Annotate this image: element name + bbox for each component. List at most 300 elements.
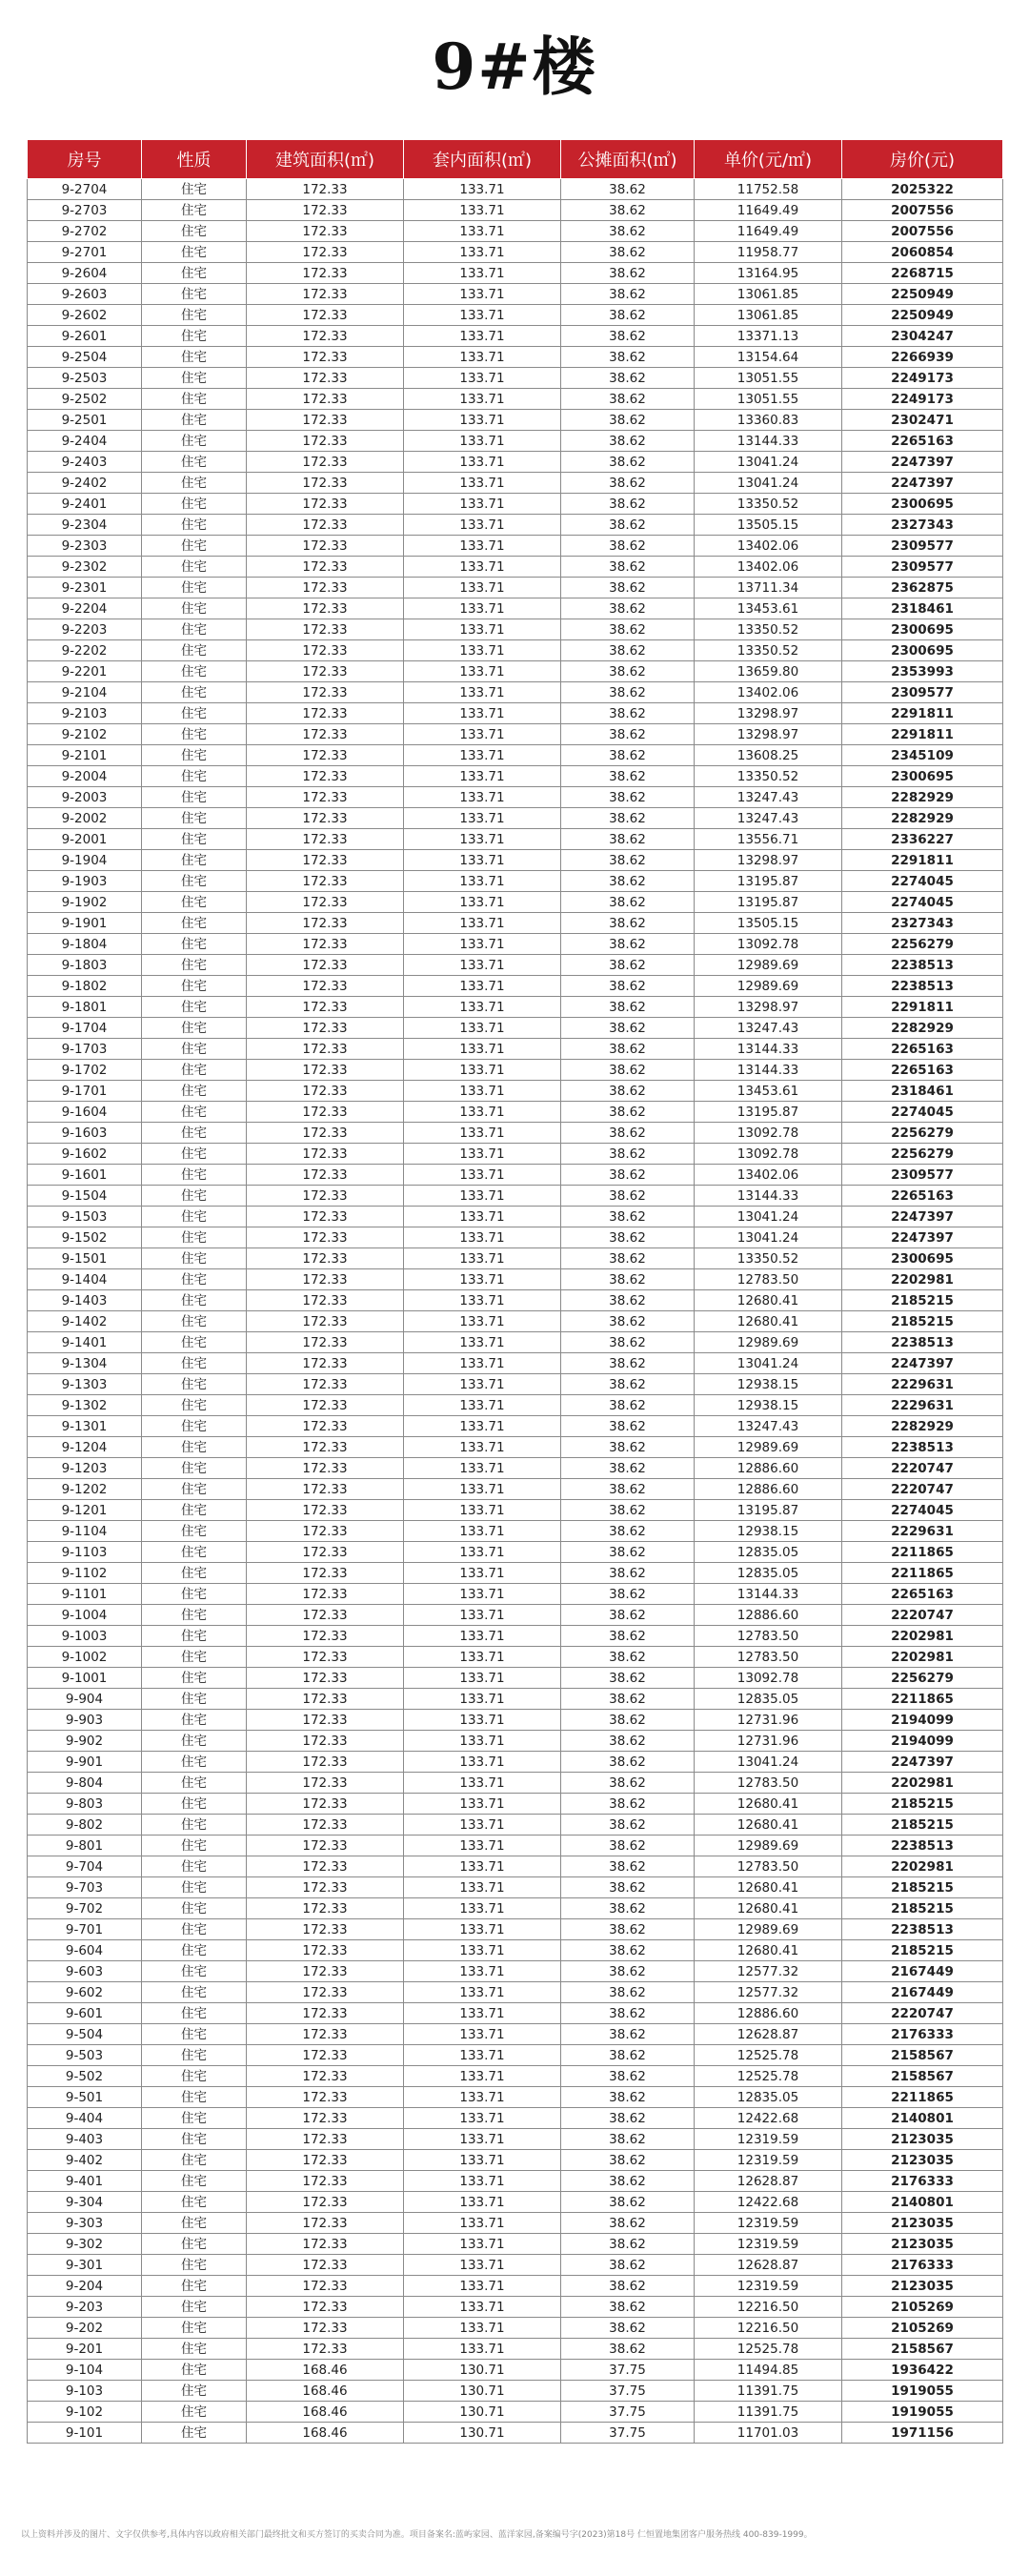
cell-room-number: 9-402 <box>28 2150 142 2171</box>
cell-building-area: 172.33 <box>247 2318 404 2339</box>
table-row <box>28 1416 1003 1437</box>
cell-property-type: 住宅 <box>142 955 247 976</box>
table-row <box>28 557 1003 578</box>
cell-room-number: 9-304 <box>28 2192 142 2213</box>
table-row <box>28 598 1003 619</box>
cell-room-number: 9-2603 <box>28 284 142 305</box>
cell-interior-area: 133.71 <box>404 1898 561 1919</box>
table-row <box>28 619 1003 640</box>
cell-total-price: 2247397 <box>842 473 1003 494</box>
cell-building-area: 172.33 <box>247 1647 404 1668</box>
cell-unit-price: 12989.69 <box>695 1437 842 1458</box>
cell-unit-price: 13350.52 <box>695 1248 842 1269</box>
cell-interior-area: 133.71 <box>404 221 561 242</box>
cell-unit-price: 11494.85 <box>695 2360 842 2381</box>
cell-interior-area: 133.71 <box>404 1479 561 1500</box>
cell-property-type: 住宅 <box>142 1311 247 1332</box>
cell-interior-area: 133.71 <box>404 2297 561 2318</box>
cell-unit-price: 13298.97 <box>695 997 842 1018</box>
cell-room-number: 9-2702 <box>28 221 142 242</box>
cell-unit-price: 12628.87 <box>695 2255 842 2276</box>
cell-total-price: 2211865 <box>842 2087 1003 2108</box>
cell-building-area: 172.33 <box>247 2213 404 2234</box>
cell-building-area: 172.33 <box>247 829 404 850</box>
cell-property-type: 住宅 <box>142 976 247 997</box>
cell-shared-area: 38.62 <box>561 1856 695 1877</box>
cell-property-type: 住宅 <box>142 2402 247 2423</box>
cell-shared-area: 38.62 <box>561 1165 695 1186</box>
cell-property-type: 住宅 <box>142 1794 247 1815</box>
cell-property-type: 住宅 <box>142 1332 247 1353</box>
table-row <box>28 1542 1003 1563</box>
cell-total-price: 2265163 <box>842 1584 1003 1605</box>
cell-unit-price: 13350.52 <box>695 619 842 640</box>
cell-unit-price: 12989.69 <box>695 1332 842 1353</box>
cell-shared-area: 38.62 <box>561 1626 695 1647</box>
cell-interior-area: 133.71 <box>404 934 561 955</box>
cell-unit-price: 13402.06 <box>695 1165 842 1186</box>
table-row <box>28 1982 1003 2003</box>
table-row <box>28 431 1003 452</box>
cell-room-number: 9-2204 <box>28 598 142 619</box>
cell-property-type: 住宅 <box>142 431 247 452</box>
cell-interior-area: 133.71 <box>404 1940 561 1961</box>
cell-room-number: 9-401 <box>28 2171 142 2192</box>
cell-building-area: 172.33 <box>247 619 404 640</box>
cell-building-area: 172.33 <box>247 1311 404 1332</box>
cell-room-number: 9-1201 <box>28 1500 142 1521</box>
cell-property-type: 住宅 <box>142 2150 247 2171</box>
cell-room-number: 9-1903 <box>28 871 142 892</box>
cell-shared-area: 38.62 <box>561 1919 695 1940</box>
table-row <box>28 368 1003 389</box>
cell-total-price: 2185215 <box>842 1290 1003 1311</box>
cell-interior-area: 130.71 <box>404 2402 561 2423</box>
cell-building-area: 172.33 <box>247 1542 404 1563</box>
cell-property-type: 住宅 <box>142 1039 247 1060</box>
cell-building-area: 172.33 <box>247 1521 404 1542</box>
cell-property-type: 住宅 <box>142 1081 247 1102</box>
cell-unit-price: 12319.59 <box>695 2129 842 2150</box>
cell-room-number: 9-2301 <box>28 578 142 598</box>
cell-interior-area: 133.71 <box>404 850 561 871</box>
table-row <box>28 2087 1003 2108</box>
cell-shared-area: 38.62 <box>561 1689 695 1710</box>
cell-interior-area: 133.71 <box>404 347 561 368</box>
cell-total-price: 2185215 <box>842 1898 1003 1919</box>
cell-property-type: 住宅 <box>142 1752 247 1773</box>
cell-unit-price: 13608.25 <box>695 745 842 766</box>
cell-unit-price: 11701.03 <box>695 2423 842 2444</box>
cell-interior-area: 133.71 <box>404 179 561 200</box>
cell-room-number: 9-903 <box>28 1710 142 1731</box>
cell-unit-price: 12525.78 <box>695 2066 842 2087</box>
cell-room-number: 9-2201 <box>28 661 142 682</box>
cell-room-number: 9-1003 <box>28 1626 142 1647</box>
cell-interior-area: 133.71 <box>404 1647 561 1668</box>
cell-total-price: 2247397 <box>842 1207 1003 1227</box>
cell-unit-price: 12525.78 <box>695 2339 842 2360</box>
table-row <box>28 515 1003 536</box>
cell-room-number: 9-2303 <box>28 536 142 557</box>
cell-room-number: 9-2402 <box>28 473 142 494</box>
cell-room-number: 9-1801 <box>28 997 142 1018</box>
cell-room-number: 9-704 <box>28 1856 142 1877</box>
table-row <box>28 724 1003 745</box>
cell-property-type: 住宅 <box>142 1248 247 1269</box>
table-row <box>28 955 1003 976</box>
cell-unit-price: 12680.41 <box>695 1311 842 1332</box>
table-row <box>28 2339 1003 2360</box>
table-row <box>28 766 1003 787</box>
cell-unit-price: 13051.55 <box>695 368 842 389</box>
cell-property-type: 住宅 <box>142 2276 247 2297</box>
cell-total-price: 2176333 <box>842 2255 1003 2276</box>
cell-building-area: 172.33 <box>247 913 404 934</box>
cell-room-number: 9-2004 <box>28 766 142 787</box>
cell-interior-area: 133.71 <box>404 1605 561 1626</box>
cell-building-area: 172.33 <box>247 976 404 997</box>
cell-property-type: 住宅 <box>142 494 247 515</box>
cell-shared-area: 38.62 <box>561 787 695 808</box>
cell-property-type: 住宅 <box>142 892 247 913</box>
cell-total-price: 2247397 <box>842 452 1003 473</box>
cell-shared-area: 38.62 <box>561 2213 695 2234</box>
table-row <box>28 703 1003 724</box>
cell-room-number: 9-1503 <box>28 1207 142 1227</box>
cell-building-area: 172.33 <box>247 2024 404 2045</box>
cell-total-price: 2327343 <box>842 913 1003 934</box>
cell-property-type: 住宅 <box>142 1710 247 1731</box>
cell-unit-price: 12886.60 <box>695 1479 842 1500</box>
cell-building-area: 172.33 <box>247 179 404 200</box>
cell-room-number: 9-2102 <box>28 724 142 745</box>
cell-interior-area: 133.71 <box>404 1584 561 1605</box>
cell-property-type: 住宅 <box>142 2318 247 2339</box>
cell-room-number: 9-1502 <box>28 1227 142 1248</box>
cell-building-area: 172.33 <box>247 536 404 557</box>
cell-shared-area: 38.62 <box>561 200 695 221</box>
cell-building-area: 172.33 <box>247 1165 404 1186</box>
cell-shared-area: 38.62 <box>561 640 695 661</box>
cell-total-price: 2300695 <box>842 766 1003 787</box>
cell-total-price: 2327343 <box>842 515 1003 536</box>
cell-interior-area: 133.71 <box>404 473 561 494</box>
cell-building-area: 172.33 <box>247 934 404 955</box>
cell-property-type: 住宅 <box>142 242 247 263</box>
cell-room-number: 9-1603 <box>28 1123 142 1144</box>
cell-building-area: 172.33 <box>247 1773 404 1794</box>
cell-unit-price: 13350.52 <box>695 640 842 661</box>
cell-property-type: 住宅 <box>142 1521 247 1542</box>
cell-unit-price: 12783.50 <box>695 1856 842 1877</box>
cell-property-type: 住宅 <box>142 1165 247 1186</box>
header-total-price: 房价(元) <box>842 140 1003 179</box>
table-row <box>28 242 1003 263</box>
table-row <box>28 871 1003 892</box>
cell-total-price: 2229631 <box>842 1521 1003 1542</box>
table-row <box>28 1961 1003 1982</box>
cell-room-number: 9-1404 <box>28 1269 142 1290</box>
cell-interior-area: 133.71 <box>404 997 561 1018</box>
cell-unit-price: 13453.61 <box>695 598 842 619</box>
cell-shared-area: 38.62 <box>561 1794 695 1815</box>
cell-shared-area: 38.62 <box>561 1877 695 1898</box>
cell-room-number: 9-1803 <box>28 955 142 976</box>
cell-building-area: 172.33 <box>247 661 404 682</box>
table-row <box>28 2171 1003 2192</box>
cell-shared-area: 38.62 <box>561 913 695 934</box>
cell-shared-area: 38.62 <box>561 1290 695 1311</box>
cell-unit-price: 13092.78 <box>695 1144 842 1165</box>
cell-building-area: 172.33 <box>247 1332 404 1353</box>
cell-total-price: 2282929 <box>842 787 1003 808</box>
table-row <box>28 1458 1003 1479</box>
cell-property-type: 住宅 <box>142 1060 247 1081</box>
cell-interior-area: 133.71 <box>404 536 561 557</box>
cell-interior-area: 133.71 <box>404 1856 561 1877</box>
cell-shared-area: 38.62 <box>561 2024 695 2045</box>
cell-unit-price: 13371.13 <box>695 326 842 347</box>
cell-building-area: 172.33 <box>247 1836 404 1856</box>
cell-interior-area: 133.71 <box>404 1332 561 1353</box>
cell-total-price: 2309577 <box>842 536 1003 557</box>
cell-room-number: 9-1002 <box>28 1647 142 1668</box>
cell-total-price: 2282929 <box>842 1416 1003 1437</box>
table-row <box>28 1647 1003 1668</box>
cell-building-area: 172.33 <box>247 1479 404 1500</box>
cell-unit-price: 11391.75 <box>695 2381 842 2402</box>
cell-unit-price: 13144.33 <box>695 1584 842 1605</box>
cell-property-type: 住宅 <box>142 1856 247 1877</box>
cell-shared-area: 38.62 <box>561 1982 695 2003</box>
cell-building-area: 168.46 <box>247 2423 404 2444</box>
cell-total-price: 2247397 <box>842 1227 1003 1248</box>
cell-interior-area: 133.71 <box>404 284 561 305</box>
cell-total-price: 2060854 <box>842 242 1003 263</box>
cell-shared-area: 38.62 <box>561 1060 695 1081</box>
cell-property-type: 住宅 <box>142 2360 247 2381</box>
cell-property-type: 住宅 <box>142 263 247 284</box>
cell-total-price: 2250949 <box>842 305 1003 326</box>
cell-shared-area: 38.62 <box>561 1123 695 1144</box>
table-row <box>28 1584 1003 1605</box>
cell-interior-area: 133.71 <box>404 1311 561 1332</box>
cell-property-type: 住宅 <box>142 2087 247 2108</box>
cell-property-type: 住宅 <box>142 473 247 494</box>
cell-building-area: 172.33 <box>247 1081 404 1102</box>
table-row <box>28 1563 1003 1584</box>
cell-room-number: 9-1301 <box>28 1416 142 1437</box>
cell-interior-area: 133.71 <box>404 1815 561 1836</box>
cell-total-price: 2202981 <box>842 1269 1003 1290</box>
cell-building-area: 172.33 <box>247 1186 404 1207</box>
cell-interior-area: 133.71 <box>404 389 561 410</box>
table-row <box>28 1752 1003 1773</box>
table-row <box>28 1856 1003 1877</box>
cell-total-price: 2249173 <box>842 368 1003 389</box>
cell-building-area: 172.33 <box>247 221 404 242</box>
cell-total-price: 2140801 <box>842 2108 1003 2129</box>
cell-room-number: 9-2602 <box>28 305 142 326</box>
cell-shared-area: 38.62 <box>561 326 695 347</box>
cell-room-number: 9-104 <box>28 2360 142 2381</box>
table-row <box>28 787 1003 808</box>
cell-unit-price: 12525.78 <box>695 2045 842 2066</box>
cell-interior-area: 133.71 <box>404 976 561 997</box>
header-building-area: 建筑面积(㎡) <box>247 140 404 179</box>
cell-unit-price: 12989.69 <box>695 955 842 976</box>
cell-shared-area: 38.62 <box>561 347 695 368</box>
cell-shared-area: 38.62 <box>561 976 695 997</box>
cell-interior-area: 133.71 <box>404 2234 561 2255</box>
cell-total-price: 2123035 <box>842 2234 1003 2255</box>
cell-property-type: 住宅 <box>142 1898 247 1919</box>
cell-total-price: 2140801 <box>842 2192 1003 2213</box>
cell-room-number: 9-1103 <box>28 1542 142 1563</box>
cell-room-number: 9-1601 <box>28 1165 142 1186</box>
cell-property-type: 住宅 <box>142 2213 247 2234</box>
cell-unit-price: 12319.59 <box>695 2150 842 2171</box>
cell-room-number: 9-2504 <box>28 347 142 368</box>
cell-room-number: 9-502 <box>28 2066 142 2087</box>
cell-shared-area: 38.62 <box>561 682 695 703</box>
cell-property-type: 住宅 <box>142 410 247 431</box>
cell-interior-area: 133.71 <box>404 494 561 515</box>
cell-shared-area: 38.62 <box>561 1353 695 1374</box>
cell-total-price: 2362875 <box>842 578 1003 598</box>
cell-building-area: 172.33 <box>247 1416 404 1437</box>
cell-room-number: 9-2601 <box>28 326 142 347</box>
cell-unit-price: 13402.06 <box>695 682 842 703</box>
cell-interior-area: 133.71 <box>404 745 561 766</box>
cell-property-type: 住宅 <box>142 2234 247 2255</box>
cell-total-price: 2220747 <box>842 2003 1003 2024</box>
cell-room-number: 9-2503 <box>28 368 142 389</box>
cell-total-price: 2167449 <box>842 1961 1003 1982</box>
cell-total-price: 2105269 <box>842 2297 1003 2318</box>
cell-shared-area: 38.62 <box>561 1836 695 1856</box>
cell-room-number: 9-1804 <box>28 934 142 955</box>
cell-total-price: 2265163 <box>842 1060 1003 1081</box>
cell-room-number: 9-202 <box>28 2318 142 2339</box>
header-room-number: 房号 <box>28 140 142 179</box>
table-row <box>28 389 1003 410</box>
cell-unit-price: 12989.69 <box>695 976 842 997</box>
cell-interior-area: 133.71 <box>404 955 561 976</box>
table-row <box>28 2423 1003 2444</box>
cell-room-number: 9-1702 <box>28 1060 142 1081</box>
cell-building-area: 172.33 <box>247 745 404 766</box>
cell-unit-price: 12680.41 <box>695 1940 842 1961</box>
cell-unit-price: 13041.24 <box>695 1207 842 1227</box>
table-row <box>28 1919 1003 1940</box>
cell-shared-area: 38.62 <box>561 703 695 724</box>
cell-unit-price: 12886.60 <box>695 2003 842 2024</box>
cell-property-type: 住宅 <box>142 389 247 410</box>
cell-interior-area: 133.71 <box>404 452 561 473</box>
cell-interior-area: 133.71 <box>404 431 561 452</box>
cell-shared-area: 38.62 <box>561 955 695 976</box>
cell-room-number: 9-503 <box>28 2045 142 2066</box>
cell-total-price: 1936422 <box>842 2360 1003 2381</box>
cell-property-type: 住宅 <box>142 1982 247 2003</box>
cell-shared-area: 38.62 <box>561 1227 695 1248</box>
cell-unit-price: 13505.15 <box>695 913 842 934</box>
cell-room-number: 9-902 <box>28 1731 142 1752</box>
cell-room-number: 9-2304 <box>28 515 142 536</box>
cell-unit-price: 12216.50 <box>695 2318 842 2339</box>
cell-shared-area: 38.62 <box>561 1311 695 1332</box>
cell-building-area: 172.33 <box>247 410 404 431</box>
cell-unit-price: 13041.24 <box>695 452 842 473</box>
cell-total-price: 2336227 <box>842 829 1003 850</box>
cell-total-price: 2185215 <box>842 1311 1003 1332</box>
cell-room-number: 9-1102 <box>28 1563 142 1584</box>
cell-property-type: 住宅 <box>142 1584 247 1605</box>
cell-unit-price: 13659.80 <box>695 661 842 682</box>
cell-room-number: 9-2101 <box>28 745 142 766</box>
table-row <box>28 1836 1003 1856</box>
cell-room-number: 9-2202 <box>28 640 142 661</box>
cell-property-type: 住宅 <box>142 1836 247 1856</box>
cell-total-price: 2220747 <box>842 1605 1003 1626</box>
cell-shared-area: 38.62 <box>561 808 695 829</box>
cell-room-number: 9-404 <box>28 2108 142 2129</box>
table-row <box>28 2402 1003 2423</box>
cell-property-type: 住宅 <box>142 850 247 871</box>
cell-shared-area: 38.62 <box>561 934 695 955</box>
cell-total-price: 2256279 <box>842 934 1003 955</box>
cell-interior-area: 133.71 <box>404 1207 561 1227</box>
cell-room-number: 9-2104 <box>28 682 142 703</box>
cell-total-price: 2220747 <box>842 1458 1003 1479</box>
cell-building-area: 172.33 <box>247 955 404 976</box>
table-row <box>28 1731 1003 1752</box>
cell-total-price: 2185215 <box>842 1794 1003 1815</box>
cell-property-type: 住宅 <box>142 619 247 640</box>
cell-shared-area: 38.62 <box>561 2108 695 2129</box>
table-row <box>28 200 1003 221</box>
cell-unit-price: 12422.68 <box>695 2192 842 2213</box>
cell-unit-price: 13195.87 <box>695 1500 842 1521</box>
cell-room-number: 9-1202 <box>28 1479 142 1500</box>
cell-shared-area: 38.62 <box>561 1207 695 1227</box>
table-row <box>28 179 1003 200</box>
header-property-type: 性质 <box>142 140 247 179</box>
cell-room-number: 9-1703 <box>28 1039 142 1060</box>
cell-interior-area: 133.71 <box>404 1227 561 1248</box>
table-row <box>28 536 1003 557</box>
cell-interior-area: 133.71 <box>404 326 561 347</box>
cell-shared-area: 38.62 <box>561 850 695 871</box>
cell-shared-area: 38.62 <box>561 2255 695 2276</box>
cell-building-area: 172.33 <box>247 997 404 1018</box>
header-unit-price: 单价(元/㎡) <box>695 140 842 179</box>
cell-building-area: 172.33 <box>247 850 404 871</box>
page-title: 9#楼 <box>432 30 597 104</box>
cell-shared-area: 38.62 <box>561 1186 695 1207</box>
cell-building-area: 172.33 <box>247 452 404 473</box>
cell-building-area: 172.33 <box>247 1207 404 1227</box>
cell-building-area: 172.33 <box>247 1018 404 1039</box>
cell-interior-area: 130.71 <box>404 2423 561 2444</box>
cell-property-type: 住宅 <box>142 284 247 305</box>
cell-total-price: 2265163 <box>842 1186 1003 1207</box>
cell-interior-area: 133.71 <box>404 1836 561 1856</box>
cell-property-type: 住宅 <box>142 2297 247 2318</box>
cell-interior-area: 133.71 <box>404 1353 561 1374</box>
